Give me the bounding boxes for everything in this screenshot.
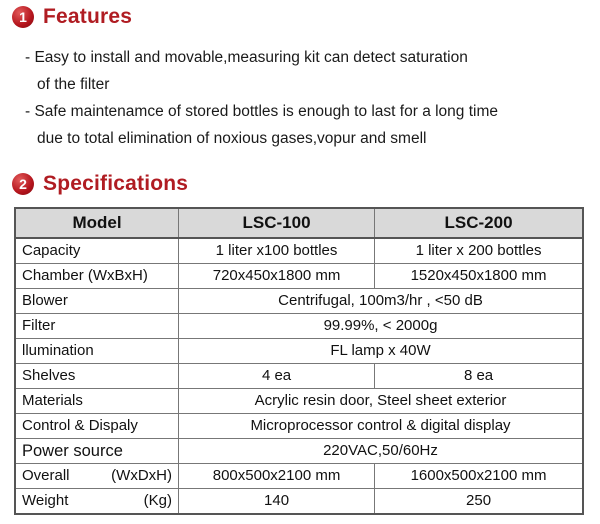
cell-shared: Acrylic resin door, Steel sheet exterior: [179, 389, 584, 414]
cell-lsc-200: 8 ea: [375, 364, 583, 389]
row-label-unit: (WxDxH): [111, 467, 172, 484]
table-row: [15, 364, 583, 389]
row-label: Control & Dispaly: [15, 414, 179, 439]
cell-lsc-200: 1600x500x2100 mm: [375, 464, 583, 489]
cell-shared: 99.99%, < 2000g: [179, 314, 584, 339]
cell-shared: Microprocessor control & digital display: [179, 414, 584, 439]
specifications-title: Specifications: [43, 172, 189, 195]
features-heading: [12, 5, 132, 29]
row-label: Capacity: [15, 238, 179, 264]
row-label: llumination: [15, 339, 179, 364]
cell-lsc-200: 1 liter x 200 bottles: [375, 238, 583, 264]
feature-item: [25, 98, 595, 152]
table-row: [15, 464, 583, 489]
cell-lsc-100: 140: [179, 489, 375, 515]
cell-lsc-100: 4 ea: [179, 364, 375, 389]
cell-lsc-200: 250: [375, 489, 583, 515]
table-header-row: [15, 208, 583, 238]
cell-lsc-100: 720x450x1800 mm: [179, 264, 375, 289]
row-label: Filter: [15, 314, 179, 339]
row-label: Materials: [15, 389, 179, 414]
row-label: Chamber (WxBxH): [15, 264, 179, 289]
header-lsc-200: LSC-200: [375, 208, 583, 238]
feature-item: [25, 44, 595, 98]
table-row: [15, 289, 583, 314]
row-label: [15, 489, 179, 515]
table-row: [15, 439, 583, 464]
cell-shared: 220VAC,50/60Hz: [179, 439, 584, 464]
table-row: [15, 489, 583, 515]
row-label: Blower: [15, 289, 179, 314]
table-row: [15, 314, 583, 339]
feature-line: - Easy to install and movable,measuring kit can detect saturation: [25, 49, 468, 66]
header-lsc-100: LSC-100: [179, 208, 375, 238]
row-label: [15, 464, 179, 489]
row-label: Power source: [15, 439, 179, 464]
table-row: [15, 238, 583, 264]
table-row: [15, 414, 583, 439]
feature-line: of the filter: [37, 76, 110, 93]
feature-line: - Safe maintenamce of stored bottles is enough to last for a long time: [25, 103, 499, 120]
row-label-main: Weight: [22, 492, 69, 509]
specifications-table: [14, 207, 584, 515]
row-label-unit: (Kg): [143, 492, 172, 509]
header-model: Model: [15, 208, 179, 238]
cell-shared: FL lamp x 40W: [179, 339, 584, 364]
row-label: Shelves: [15, 364, 179, 389]
table-row: [15, 339, 583, 364]
row-label-main: Overall: [22, 467, 70, 484]
cell-lsc-200: 1520x450x1800 mm: [375, 264, 583, 289]
feature-line: due to total elimination of noxious gases,vopur and smell: [37, 130, 427, 147]
features-title: Features: [43, 5, 133, 28]
number-badge-icon: 2: [12, 173, 34, 195]
specifications-heading: [12, 172, 188, 196]
table-row: [15, 389, 583, 414]
number-badge-icon: 1: [12, 6, 34, 28]
cell-shared: Centrifugal, 100m3/hr , <50 dB: [179, 289, 584, 314]
cell-lsc-100: 800x500x2100 mm: [179, 464, 375, 489]
cell-lsc-100: 1 liter x100 bottles: [179, 238, 375, 264]
table-row: [15, 264, 583, 289]
features-list: [25, 44, 595, 152]
